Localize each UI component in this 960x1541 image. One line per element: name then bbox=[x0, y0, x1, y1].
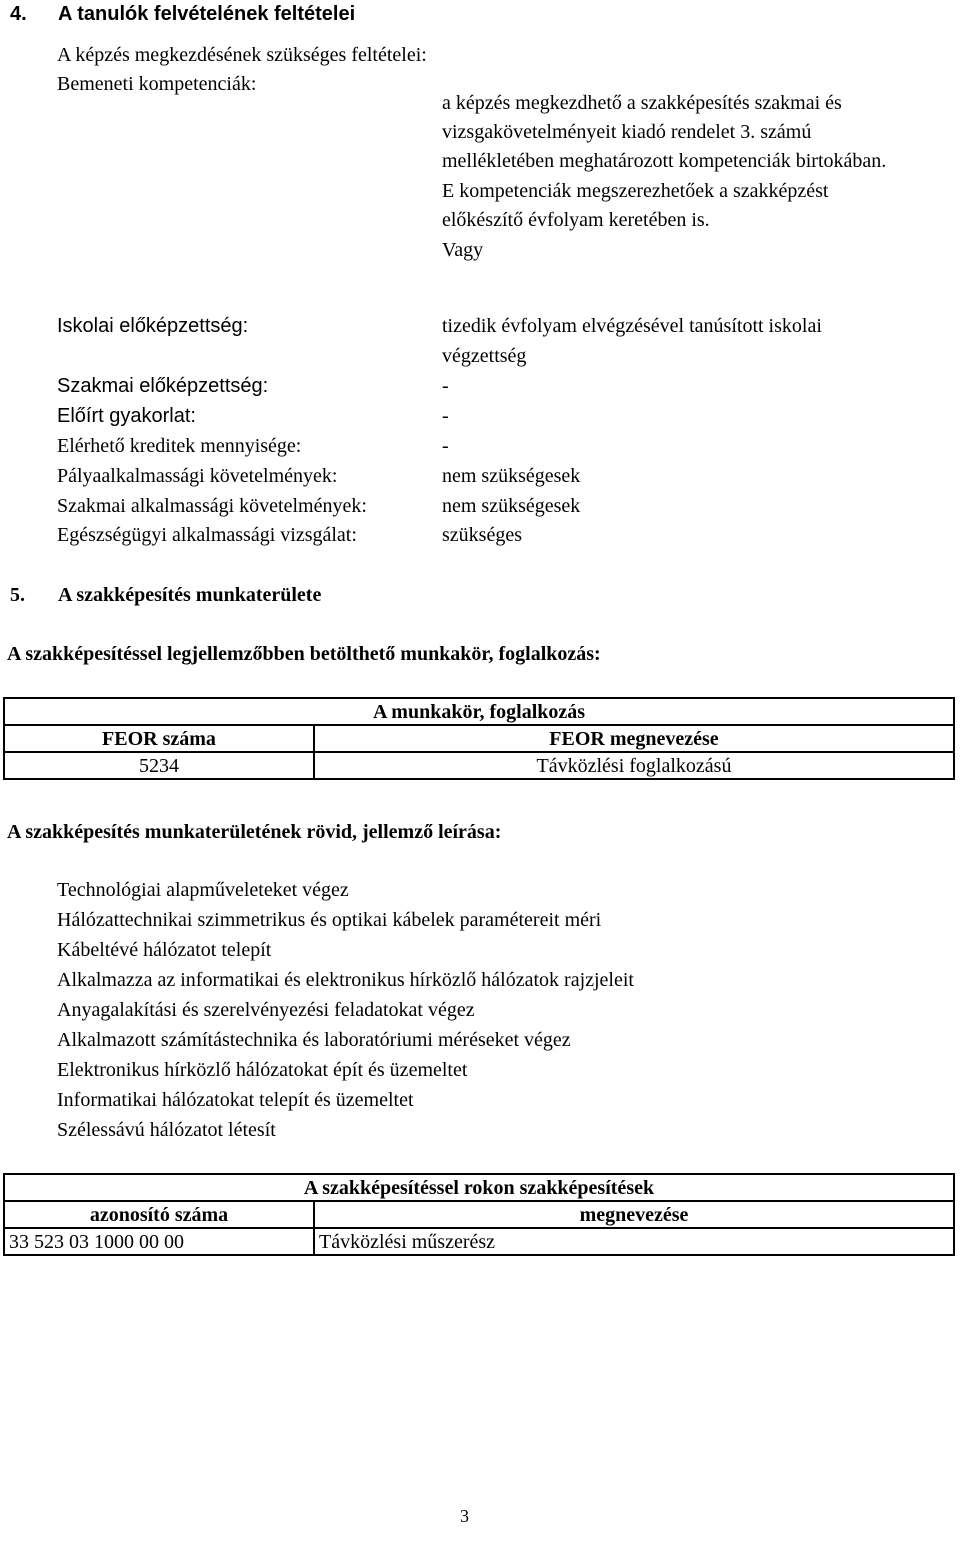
qualification-name-cell: Távközlési műszerész bbox=[314, 1228, 954, 1255]
jobs-table-col1-header: FEOR száma bbox=[4, 725, 314, 752]
table-row bbox=[4, 752, 954, 779]
input-competencies-label: Bemeneti kompetenciák: bbox=[57, 73, 257, 95]
page-number: 3 bbox=[460, 1506, 469, 1526]
section-4-title: A tanulók felvételének feltételei bbox=[58, 3, 356, 25]
input-competencies-line: mellékletében meghatározott kompetenciák birtokában. bbox=[442, 150, 887, 172]
school-prerequisite-value: végzettség bbox=[442, 345, 527, 367]
list-item: Technológiai alapműveleteket végez bbox=[57, 879, 349, 901]
input-competencies-line: E kompetenciák megszerezhetőek a szakképzést bbox=[442, 180, 829, 202]
feor-code-cell: 5234 bbox=[4, 752, 314, 779]
jobs-table bbox=[3, 697, 955, 780]
jobs-heading: A szakképesítéssel legjellemzőbben betölthető munkakör, foglalkozás: bbox=[7, 643, 601, 665]
section-5-title: A szakképesítés munkaterülete bbox=[58, 584, 322, 606]
qualification-code-cell: 33 523 03 1000 00 00 bbox=[4, 1228, 314, 1255]
school-prerequisite-label: Iskolai előképzettség: bbox=[57, 315, 249, 337]
or-word: Vagy bbox=[442, 239, 484, 261]
requirement-value: - bbox=[442, 405, 449, 427]
list-item: Informatikai hálózatokat telepít és üzemeltet bbox=[57, 1089, 414, 1111]
requirement-label: Elérhető kreditek mennyisége: bbox=[57, 435, 302, 457]
requirement-label: Szakmai előképzettség: bbox=[57, 375, 269, 397]
school-prerequisite-value: tizedik évfolyam elvégzésével tanúsított iskolai bbox=[442, 315, 822, 337]
jobs-table-col2-header: FEOR megnevezése bbox=[314, 725, 954, 752]
prerequisites-intro: A képzés megkezdésének szükséges feltételei: bbox=[57, 44, 427, 66]
list-item: Kábeltévé hálózatot telepít bbox=[57, 939, 272, 961]
input-competencies-line: előkészítő évfolyam keretében is. bbox=[442, 209, 710, 231]
feor-name-cell: Távközlési foglalkozású bbox=[314, 752, 954, 779]
list-item: Elektronikus hírközlő hálózatokat épít és üzemeltet bbox=[57, 1059, 468, 1081]
list-item: Szélessávú hálózatot létesít bbox=[57, 1119, 276, 1141]
jobs-table-group-header: A munkakör, foglalkozás bbox=[4, 698, 954, 725]
requirement-value: - bbox=[442, 375, 449, 397]
section-5-number: 5. bbox=[10, 584, 25, 606]
description-list bbox=[57, 878, 634, 1148]
list-item: Anyagalakítási és szerelvényezési feladatokat végez bbox=[57, 999, 475, 1021]
requirement-label: Egészségügyi alkalmassági vizsgálat: bbox=[57, 524, 357, 546]
requirement-value: szükséges bbox=[442, 524, 522, 546]
table-row bbox=[4, 1228, 954, 1255]
description-heading: A szakképesítés munkaterületének rövid, jellemző leírása: bbox=[7, 821, 502, 843]
list-item: Alkalmazott számítástechnika és laboratóriumi méréseket végez bbox=[57, 1029, 571, 1051]
related-qualifications-table bbox=[3, 1173, 955, 1256]
requirement-value: - bbox=[442, 435, 449, 457]
related-table-col2-header: megnevezése bbox=[314, 1201, 954, 1228]
related-table-col1-header: azonosító száma bbox=[4, 1201, 314, 1228]
requirement-label: Előírt gyakorlat: bbox=[57, 405, 196, 427]
related-table-group-header: A szakképesítéssel rokon szakképesítések bbox=[4, 1174, 954, 1201]
input-competencies-line: vizsgakövetelményeit kiadó rendelet 3. számú bbox=[442, 121, 812, 143]
requirement-label: Pályaalkalmassági követelmények: bbox=[57, 465, 338, 487]
requirement-value: nem szükségesek bbox=[442, 495, 581, 517]
section-4-number: 4. bbox=[10, 3, 27, 25]
requirement-value: nem szükségesek bbox=[442, 465, 581, 487]
list-item: Alkalmazza az informatikai és elektronikus hírközlő hálózatok rajzjeleit bbox=[57, 969, 634, 991]
requirement-label: Szakmai alkalmassági követelmények: bbox=[57, 495, 367, 517]
input-competencies-line: a képzés megkezdhető a szakképesítés szakmai és bbox=[442, 92, 842, 114]
list-item: Hálózattechnikai szimmetrikus és optikai kábelek paramétereit méri bbox=[57, 909, 602, 931]
